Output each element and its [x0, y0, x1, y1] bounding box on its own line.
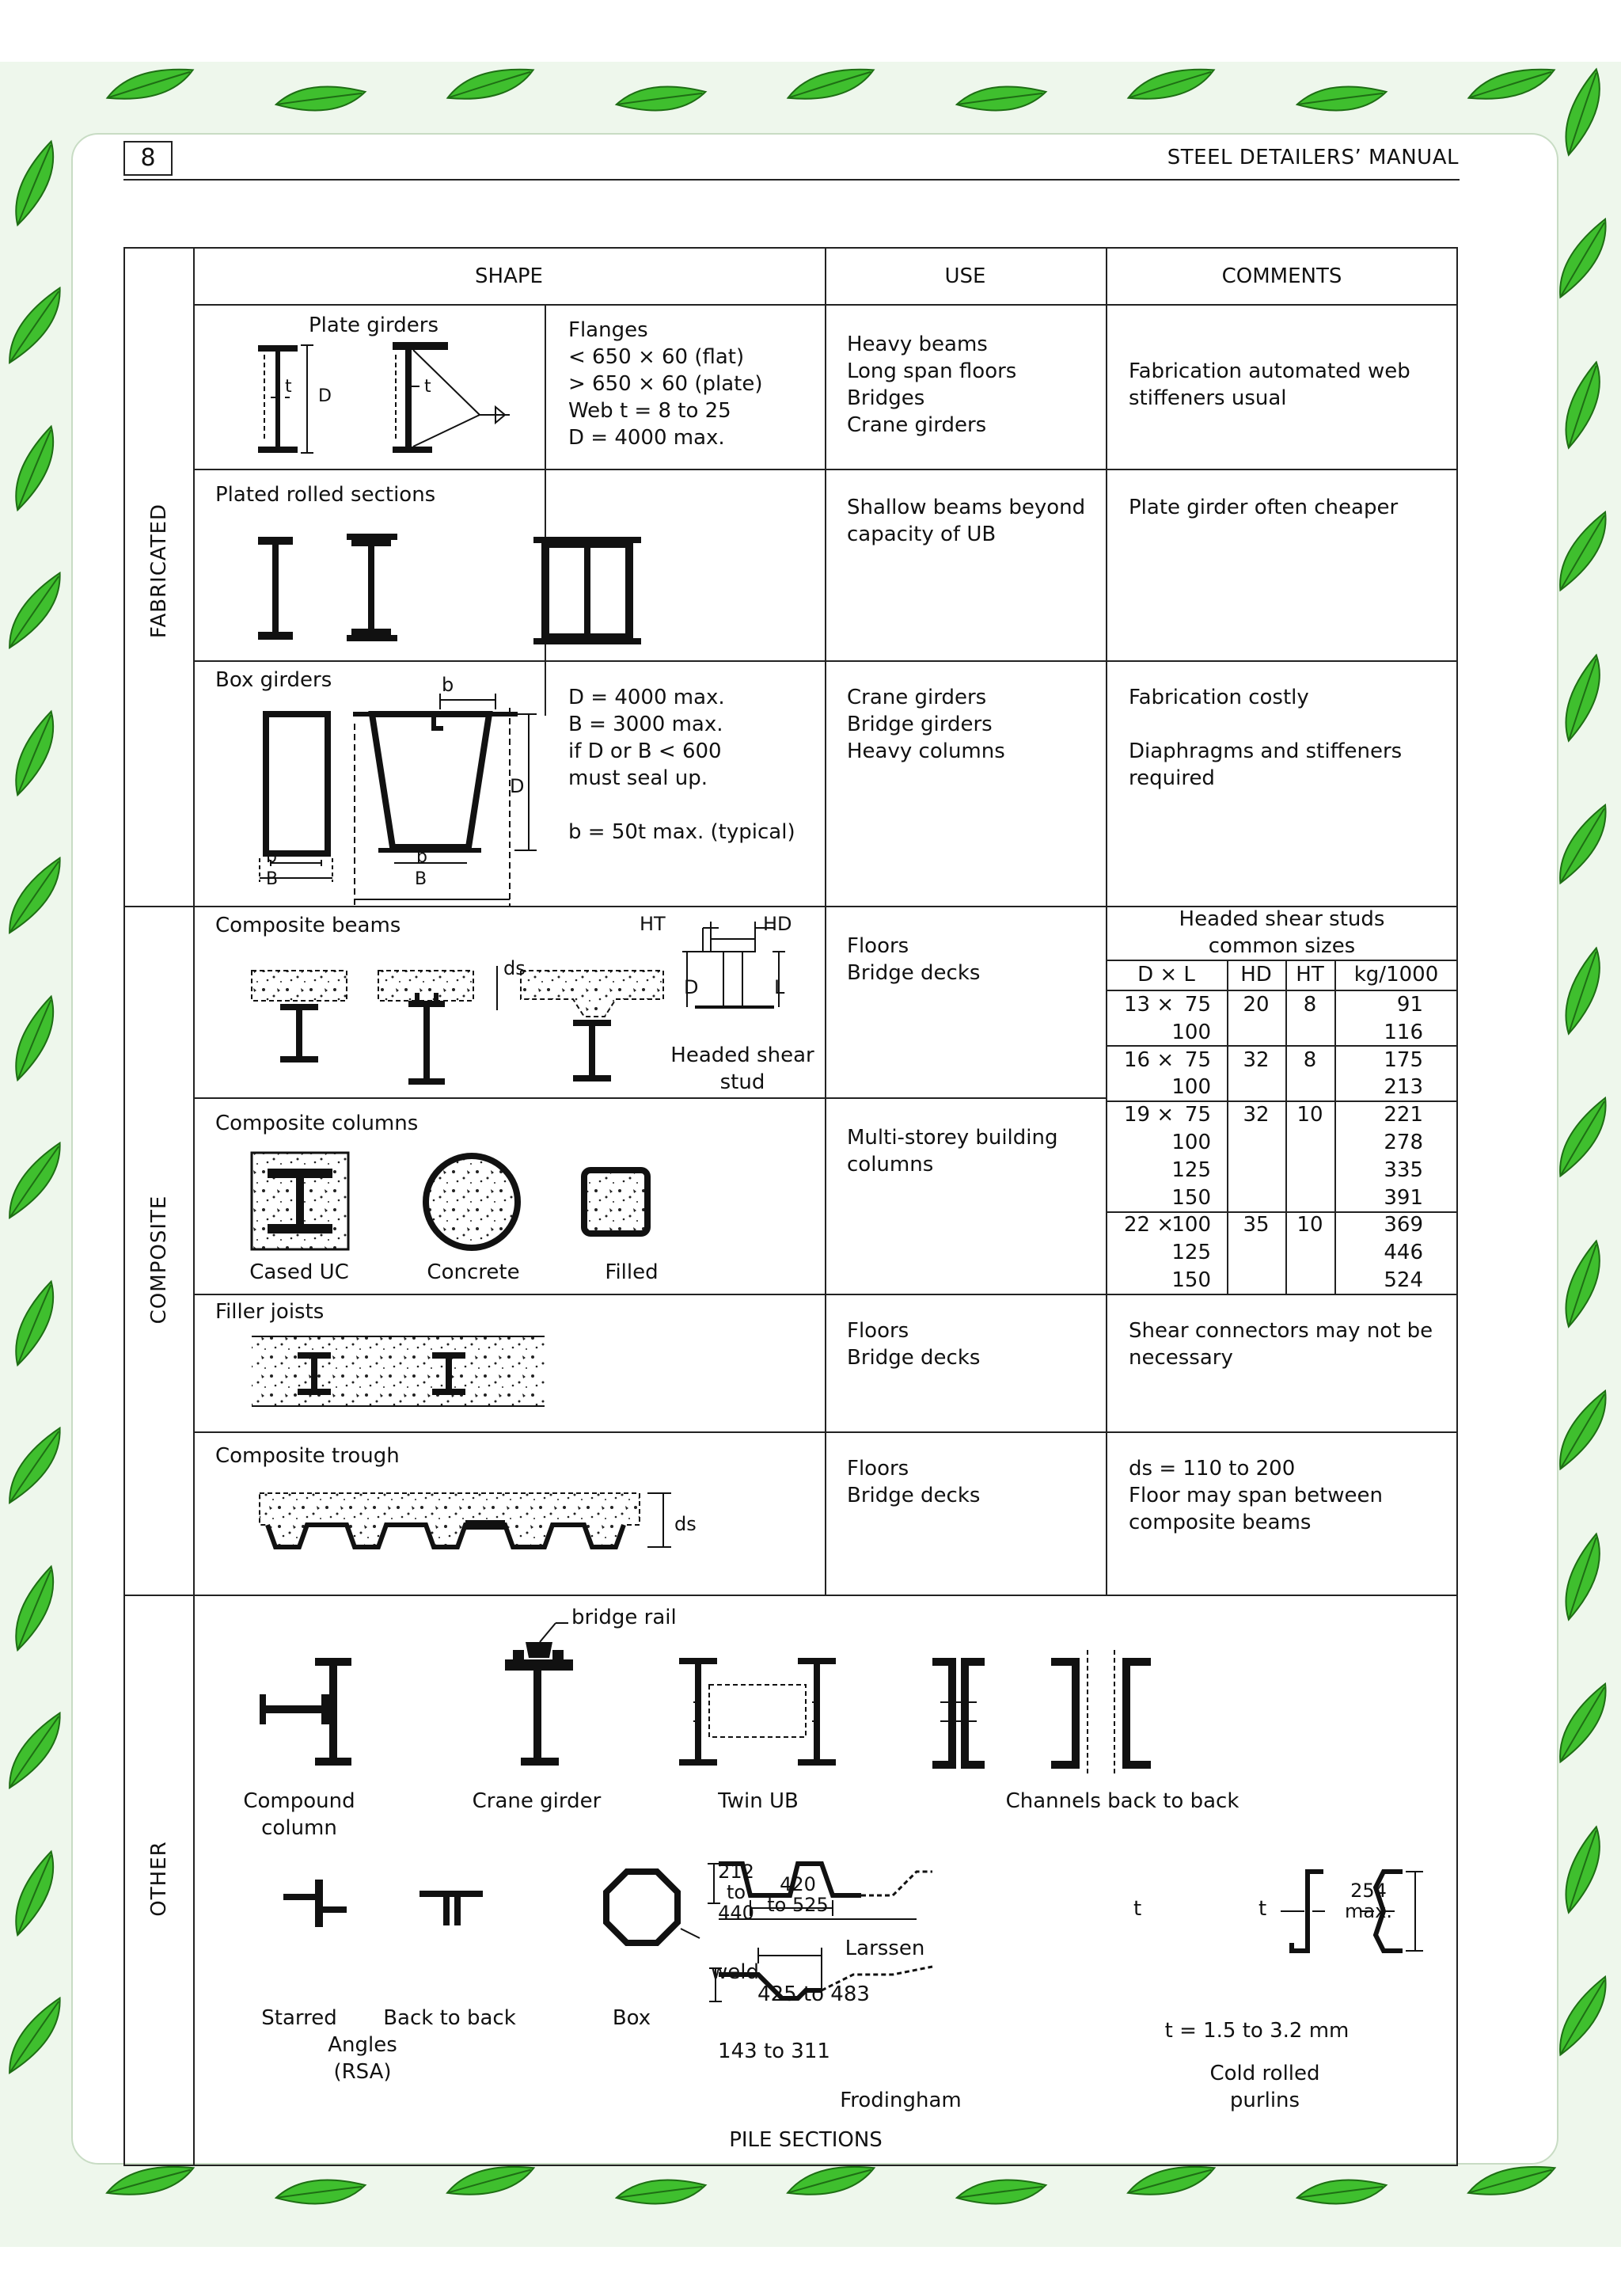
page-number: 8: [123, 141, 173, 176]
purlin-dim-t2: t: [1258, 1897, 1267, 1921]
leaf-icon: [953, 2174, 1050, 2214]
bridge-rail-label: bridge rail: [571, 1606, 677, 1629]
use-line: Bridges: [847, 386, 925, 410]
column-header-comments: COMMENTS: [1221, 264, 1342, 288]
use-line: Floors: [847, 1457, 909, 1481]
studs-cell-length: 100: [1171, 1213, 1211, 1237]
studs-cell-kg: 221: [1384, 1103, 1423, 1127]
caption-concrete: Concrete: [427, 1260, 520, 1284]
spec-line: > 650 × 60 (plate): [568, 372, 763, 396]
shear-stud-caption-1: Headed shear: [670, 1043, 814, 1067]
studs-cell-hd: 32: [1243, 1047, 1270, 1072]
use-line: Multi-storey building: [847, 1126, 1058, 1150]
comment-line: Fabrication automated web: [1129, 359, 1410, 383]
comment-line: necessary: [1129, 1346, 1233, 1370]
spec-line: D = 4000 max.: [568, 426, 725, 450]
spec-line: [568, 792, 795, 819]
studs-cell-d: 16 ×: [1124, 1047, 1175, 1072]
purlins-label-2: purlins: [1229, 2089, 1300, 2112]
leaf-icon: [1293, 81, 1390, 120]
plated-rolled-drawing: [244, 534, 735, 652]
pile-sections-label: PILE SECTIONS: [729, 2128, 883, 2152]
trough-dim-ds: ds: [674, 1513, 697, 1535]
box-girder-dim-b2: b: [416, 847, 427, 867]
box-girder-dim-B1: B: [266, 869, 279, 889]
grid-line: [125, 1595, 1458, 1596]
box-girders-title: Box girders: [215, 668, 332, 692]
shear-stud-caption-2: stud: [719, 1070, 765, 1094]
plate-girder-comments: [1129, 358, 1410, 412]
use-line: columns: [847, 1153, 934, 1177]
comment-line: Diaphragms and stiffeners: [1129, 739, 1403, 763]
leaf-icon: [1293, 2174, 1390, 2214]
use-line: Bridge decks: [847, 961, 981, 985]
plate-girder-dim-d: D: [318, 386, 332, 406]
larssen-dim1-a: 212: [718, 1861, 754, 1883]
angles-label-2: (RSA): [333, 2060, 392, 2084]
grid-line: [193, 469, 1458, 470]
use-line: Shallow beams beyond: [847, 496, 1086, 519]
plated-rolled-use: [847, 494, 1085, 548]
other-sections-top-drawing: [236, 1626, 1407, 1785]
leaf-icon: [272, 2174, 369, 2214]
grid-line: [193, 1294, 1458, 1295]
spec-line: b = 50t max. (typical): [568, 820, 795, 844]
comment-line: Fabrication costly: [1129, 686, 1309, 709]
grid-line: [825, 249, 826, 1596]
weld-label: weld: [711, 1960, 759, 1984]
trough-use: [847, 1455, 980, 1509]
comment-line: ds = 110 to 200: [1129, 1457, 1296, 1481]
grid-line: [193, 1097, 1106, 1099]
comment-line: [1129, 711, 1402, 738]
plate-girder-dim-t2: t: [424, 377, 431, 397]
box-girder-dim-b1: b: [266, 847, 277, 867]
larssen-dim2-b: to 525: [767, 1894, 829, 1916]
studs-cell-length: 100: [1171, 1020, 1211, 1044]
comment-line: required: [1129, 766, 1215, 790]
studs-cell-kg: 446: [1384, 1241, 1423, 1265]
studs-cell-d: 22 ×: [1124, 1213, 1175, 1237]
shear-stud-dim-d: D: [684, 976, 699, 998]
comment-line: Shear connectors may not be: [1129, 1319, 1433, 1343]
purlins-label-1: Cold rolled: [1209, 2062, 1320, 2085]
plate-girder-use: [847, 331, 1016, 439]
studs-cell-length: 125: [1171, 1241, 1211, 1265]
box-girder-use: [847, 684, 1005, 765]
studs-header-kg: kg/1000: [1353, 963, 1439, 986]
box-girder-drawing: [236, 676, 545, 906]
use-line: Crane girders: [847, 413, 987, 437]
use-line: Floors: [847, 1319, 909, 1343]
studs-cell-kg: 278: [1384, 1131, 1423, 1154]
comment-line: composite beams: [1129, 1511, 1312, 1534]
compound-column-label-2: column: [261, 1816, 337, 1840]
running-header: STEEL DETAILERS’ MANUAL: [1167, 146, 1459, 169]
column-header-use: USE: [944, 264, 986, 288]
purlin-dim-max: max.: [1345, 1900, 1392, 1922]
twin-ub-label: Twin UB: [718, 1789, 799, 1813]
studs-cell-kg: 91: [1396, 993, 1423, 1017]
studs-cell-ht: 10: [1296, 1103, 1323, 1127]
crane-girder-label: Crane girder: [472, 1789, 602, 1813]
shear-stud-dim-l: L: [774, 976, 785, 998]
frodingham-dim1: 425 to 483: [757, 1982, 870, 2006]
studs-cell-length: 75: [1184, 1103, 1211, 1127]
studs-cell-ht: 8: [1303, 1047, 1317, 1072]
studs-cell-length: 150: [1171, 1268, 1211, 1292]
box-girder-comments: [1129, 684, 1402, 792]
shear-stud-dim-hd: HD: [763, 913, 792, 935]
studs-cell-hd: 35: [1243, 1213, 1270, 1237]
caption-cased-uc: Cased UC: [249, 1260, 349, 1284]
use-line: Crane girders: [847, 686, 987, 709]
studs-table-title-2: common sizes: [1208, 934, 1356, 958]
plate-girder-drawing: [244, 339, 537, 466]
comment-line: stiffeners usual: [1129, 386, 1287, 410]
composite-trough-title: Composite trough: [215, 1444, 400, 1468]
grid-line: [193, 249, 195, 2165]
studs-cell-length: 100: [1171, 1075, 1211, 1100]
larssen-label: Larssen: [845, 1937, 925, 1960]
studs-cell-d: 19 ×: [1124, 1103, 1175, 1127]
use-line: Heavy columns: [847, 739, 1005, 763]
studs-cell-hd: 32: [1243, 1103, 1270, 1127]
studs-cell-length: 75: [1184, 993, 1211, 1017]
grid-line: [193, 304, 1458, 306]
studs-cell-ht: 8: [1303, 993, 1317, 1017]
larssen-dim2-a: 420: [780, 1873, 816, 1895]
studs-cell-kg: 116: [1384, 1020, 1423, 1044]
spec-line: if D or B < 600: [568, 739, 722, 763]
filler-joists-use: [847, 1317, 980, 1371]
use-line: Bridge decks: [847, 1484, 981, 1507]
studs-header-hd: HD: [1240, 963, 1272, 986]
composite-trough-drawing: [252, 1484, 695, 1579]
studs-cell-d: 13 ×: [1124, 993, 1175, 1017]
caption-filled: Filled: [605, 1260, 659, 1284]
use-line: Heavy beams: [847, 333, 988, 356]
use-line: Long span floors: [847, 359, 1017, 383]
composite-columns-drawing: [236, 1148, 711, 1259]
spec-line: Web t = 8 to 25: [568, 399, 731, 423]
header-rule: [123, 179, 1460, 181]
frodingham-dim2: 143 to 311: [718, 2039, 830, 2063]
studs-cell-kg: 369: [1384, 1213, 1423, 1237]
use-line: Floors: [847, 934, 909, 958]
grid-line: [193, 1431, 1458, 1433]
use-line: Bridge decks: [847, 1346, 981, 1370]
plate-girder-specs: [568, 317, 762, 451]
composite-beams-title: Composite beams: [215, 914, 401, 937]
compound-column-label-1: Compound: [243, 1789, 355, 1813]
spec-line: Flanges: [568, 318, 648, 342]
angles-label-1: Angles: [328, 2033, 397, 2057]
sections-table: [123, 247, 1458, 2166]
purlin-dim-254: 254: [1350, 1880, 1387, 1902]
studs-cell-length: 125: [1171, 1158, 1211, 1182]
composite-columns-use: [847, 1124, 1058, 1178]
starred-label: Starred: [261, 2006, 337, 2030]
studs-cell-kg: 524: [1384, 1268, 1423, 1292]
studs-cell-kg: 335: [1384, 1158, 1423, 1182]
box-girder-specs: [568, 684, 795, 846]
larssen-dim1-c: 440: [718, 1902, 754, 1924]
spec-line: D = 4000 max.: [568, 686, 725, 709]
use-line: Bridge girders: [847, 713, 993, 736]
grid-line: [193, 660, 1458, 662]
leaf-icon: [272, 81, 369, 120]
studs-cell-length: 100: [1171, 1131, 1211, 1154]
purlin-thickness-range: t = 1.5 to 3.2 mm: [1164, 2019, 1350, 2043]
plated-rolled-title: Plated rolled sections: [215, 483, 436, 507]
larssen-dim1-b: to: [726, 1881, 746, 1903]
trough-comments: [1129, 1455, 1383, 1536]
studs-cell-kg: 213: [1384, 1075, 1423, 1100]
studs-cell-kg: 391: [1384, 1185, 1423, 1210]
leaf-icon: [613, 2174, 709, 2214]
composite-columns-title: Composite columns: [215, 1112, 419, 1135]
group-label-other: OTHER: [147, 1841, 171, 1917]
frodingham-label: Frodingham: [840, 2089, 962, 2112]
grid-line: [545, 304, 546, 716]
spec-line: < 650 × 60 (flat): [568, 345, 745, 369]
grid-line: [1334, 960, 1336, 1295]
box-girder-dim-b-top: b: [442, 674, 454, 696]
group-label-composite: COMPOSITE: [147, 1195, 171, 1325]
spec-line: B = 3000 max.: [568, 713, 723, 736]
plate-girder-dim-t: t: [285, 377, 292, 397]
studs-cell-length: 150: [1171, 1185, 1211, 1210]
group-label-fabricated: FABRICATED: [147, 503, 171, 639]
studs-header-ht: HT: [1296, 963, 1324, 986]
column-header-shape: SHAPE: [475, 264, 543, 288]
channels-label: Channels back to back: [1005, 1789, 1239, 1813]
plated-rolled-comment: Plate girder often cheaper: [1129, 496, 1399, 519]
studs-header-dl: D × L: [1137, 963, 1195, 986]
studs-cell-kg: 175: [1384, 1047, 1423, 1072]
spec-line: must seal up.: [568, 766, 708, 790]
purlin-dim-t1: t: [1133, 1897, 1142, 1921]
studs-cell-hd: 20: [1243, 993, 1270, 1017]
leaf-icon: [953, 81, 1050, 120]
box-label: Box: [612, 2006, 651, 2030]
use-line: capacity of UB: [847, 523, 997, 546]
plate-girders-title: Plate girders: [309, 314, 438, 337]
back-to-back-label: Back to back: [383, 2006, 516, 2030]
filler-joists-drawing: [244, 1333, 552, 1412]
filler-joists-comments: [1129, 1317, 1433, 1371]
studs-table-title-1: Headed shear studs: [1179, 907, 1385, 931]
box-girder-dim-B2: B: [415, 869, 427, 889]
leaf-icon: [613, 81, 709, 120]
composite-beams-use: [847, 933, 980, 986]
studs-cell-length: 75: [1184, 1047, 1211, 1072]
composite-beam-dim-ds: ds: [503, 957, 526, 979]
comment-line: Floor may span between: [1129, 1484, 1384, 1507]
shear-stud-dim-ht: HT: [640, 913, 666, 935]
studs-cell-ht: 10: [1296, 1213, 1323, 1237]
filler-joists-title: Filler joists: [215, 1300, 325, 1324]
box-girder-dim-d: D: [510, 775, 525, 797]
